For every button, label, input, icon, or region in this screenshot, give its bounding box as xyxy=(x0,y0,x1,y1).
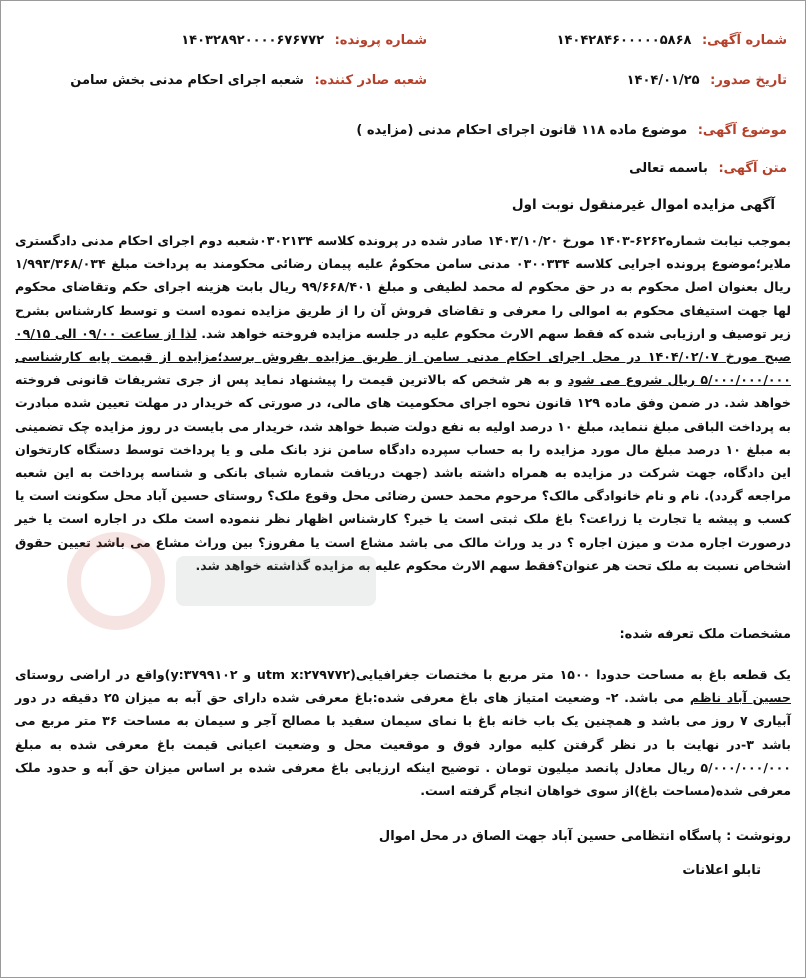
notice-text-line xyxy=(629,161,787,176)
subject-label: موضوع آگهی: xyxy=(697,123,787,138)
notice-number: ۱۴۰۴۲۸۴۶۰۰۰۰۰۵۸۶۸ xyxy=(556,33,692,48)
header-row-2 xyxy=(19,73,787,97)
case-number-label: شماره پرونده: xyxy=(334,33,427,48)
notice-headline: آگهی مزایده اموال غیرمنقول نوبت اول xyxy=(511,197,775,213)
issuer-label: شعبه صادر کننده: xyxy=(314,73,427,88)
subject-value: موضوع ماده ۱۱۸ قانون اجرای احکام مدنی (مزایده ) xyxy=(356,123,688,138)
property-description xyxy=(15,663,791,802)
issue-date-field xyxy=(627,73,787,88)
copy-to-line: رونوشت : پاسگاه انتظامی حسین آباد جهت الصاق در محل اموال xyxy=(378,829,791,844)
property-village: حسین آباد ناظم xyxy=(689,690,791,706)
notice-text-value: باسمه تعالی xyxy=(629,161,708,176)
notice-number-label: شماره آگهی: xyxy=(701,33,787,48)
issue-date: ۱۴۰۴/۰۱/۲۵ xyxy=(626,73,700,88)
case-number-field xyxy=(181,33,427,48)
property-part-2: می باشد. ۲- وضعیت امتیاز های باغ معرفی شده:باغ معرفی شده دارای حق آبه به میزان ۲۵ دقیقه در دور آبیاری ۷ روز می باشد و همچنین یک باب خانه باغ با نمای سیمان سفید با مصالح آجر و سیمان به مساحت ۳۶ متر مربع می باشد ۳-در نهایت با در نظر گرفتن کلیه موارد فوق و موقعیت محل و وضعیت اعیانی قیمت باغ معرفی شده به مبلغ ۵/۰۰۰/۰۰۰/۰۰۰ ریال معادل پانصد میلیون تومان . توضیح اینکه ارزیابی باغ معرفی شده بر اساس میزان حق آبه و حدود ملک معرفی شده(مساحت باغ)از سوی خواهان انجام گرفته است. xyxy=(15,690,791,799)
header-row-1 xyxy=(19,33,787,57)
subject-line xyxy=(356,123,787,138)
notice-text-label: متن آگهی: xyxy=(718,161,787,176)
body-part-2: و به هر شخص که بالاترین قیمت را پیشنهاد نماید پس از جری تشریفات قانونی فروخته خواهد شد. در ضمن وفق ماده ۱۲۹ قانون نحوه اجرای محکومیت های مالی، در صورتی که خریدار در مهلت تعیین شده مبادرت به پرداخت الباقی مبلغ ننماید، مبلغ ۱۰ درصد اولیه به نفع دولت ضبط خواهد شد، خریدار می بایست در روز مزایده چک تضمینی به مبلغ ۱۰ درصد مبلغ مال مورد مزایده را به حساب سپرده دادگاه سامن نزد بانک ملی و یا پرداخت توسط دستگاه کارتخوان این دادگاه، جهت شرکت در مزایده به همراه داشته باشد (جهت دریافت شماره شبای بانکی و شناسه پرداخت به این شعبه مراجعه گردد). نام و نام خانوادگی مالک؟ مرحوم محمد حسن رضائی محل وقوع ملک؟ روستای حسین آباد محل سکونت است یا کسب و پیشه یا تجارت یا زراعت؟ باغ ملک ثبتی است یا خیر؟ کارشناس اظهار نظر ننموده است ملک در اجاره است یا خیر درصورت اجاره مدت و میزن اجاره ؟ در ید وراث مالک می باشد مشاع است یا مفروز؟ بین وراث مشاع می باشد تعیین حقوق اشخاص نسبت به ملک تحت هر عنوان؟فقط سهم الارث محکوم علیه به مزایده گذاشته خواهد شد. xyxy=(15,372,791,573)
notice-number-field xyxy=(557,33,787,48)
body-part-1: بموجب نیابت شماره۶۲۶۲-۱۴۰۳ مورخ ۱۴۰۳/۱۰/۲۰ صادر شده در پرونده کلاسه ۰۳۰۲۱۳۴شعبه دوم اجرای احکام مدنی دادگستری ملایر؛موضوع پرونده اجرایی کلاسه ۰۳۰۰۳۳۴ مدنی سامن محکومٌ علیه پیمان رضائی محکومند به پرداخت مبلغ ۱/۹۹۳/۳۶۸/۰۳۴ ریال بعنوان اصل محکوم به در حق محکوم له محمد لطیفی و مبلغ ۹۹/۶۶۸/۴۰۱ ریال بابت هزینه اجرای حکم وتقاضای محکوم لها جهت استیفای محکوم به اموالی را معرفی و تقاضای فروش آن را از طریق مزایده نموده است و توسط کارشناس بشرح زیر توصیف و ارزیابی شده که فقط سهم الارث محکوم علیه در جلسه مزایده فروخته خواهد شد. xyxy=(15,233,792,341)
case-number: ۱۴۰۳۲۸۹۲۰۰۰۰۶۷۶۷۷۲ xyxy=(181,33,325,48)
issuer-field xyxy=(70,73,427,88)
notice-body xyxy=(15,229,791,577)
bulletin-board-line: تابلو اعلانات xyxy=(682,863,761,878)
issuer: شعبه اجرای احکام مدنی بخش سامن xyxy=(70,73,304,88)
issue-date-label: تاریخ صدور: xyxy=(710,73,787,88)
property-section-title: مشخصات ملک تعرفه شده: xyxy=(619,627,791,642)
body-auction-terms: لذا از ساعت ۰۹/۰۰ الی ۰۹/۱۵ صبح مورخ ۱۴۰۴/۰۲/۰۷ در محل اجرای احکام مدنی سامن از طریق مزایده بفروش برسد؛مزایده از قیمت پایه کارشناسی ۵/۰۰۰/۰۰۰/۰۰۰ ریال شروع می شود xyxy=(15,325,791,388)
property-part-1: یک قطعه باغ به مساحت حدودا ۱۵۰۰ متر مربع با مختصات جغرافیایی(utm x:۲۷۹۷۷۲ و y:۳۷۹۹۱۰۲)واقع در اراضی روستای xyxy=(15,667,791,682)
